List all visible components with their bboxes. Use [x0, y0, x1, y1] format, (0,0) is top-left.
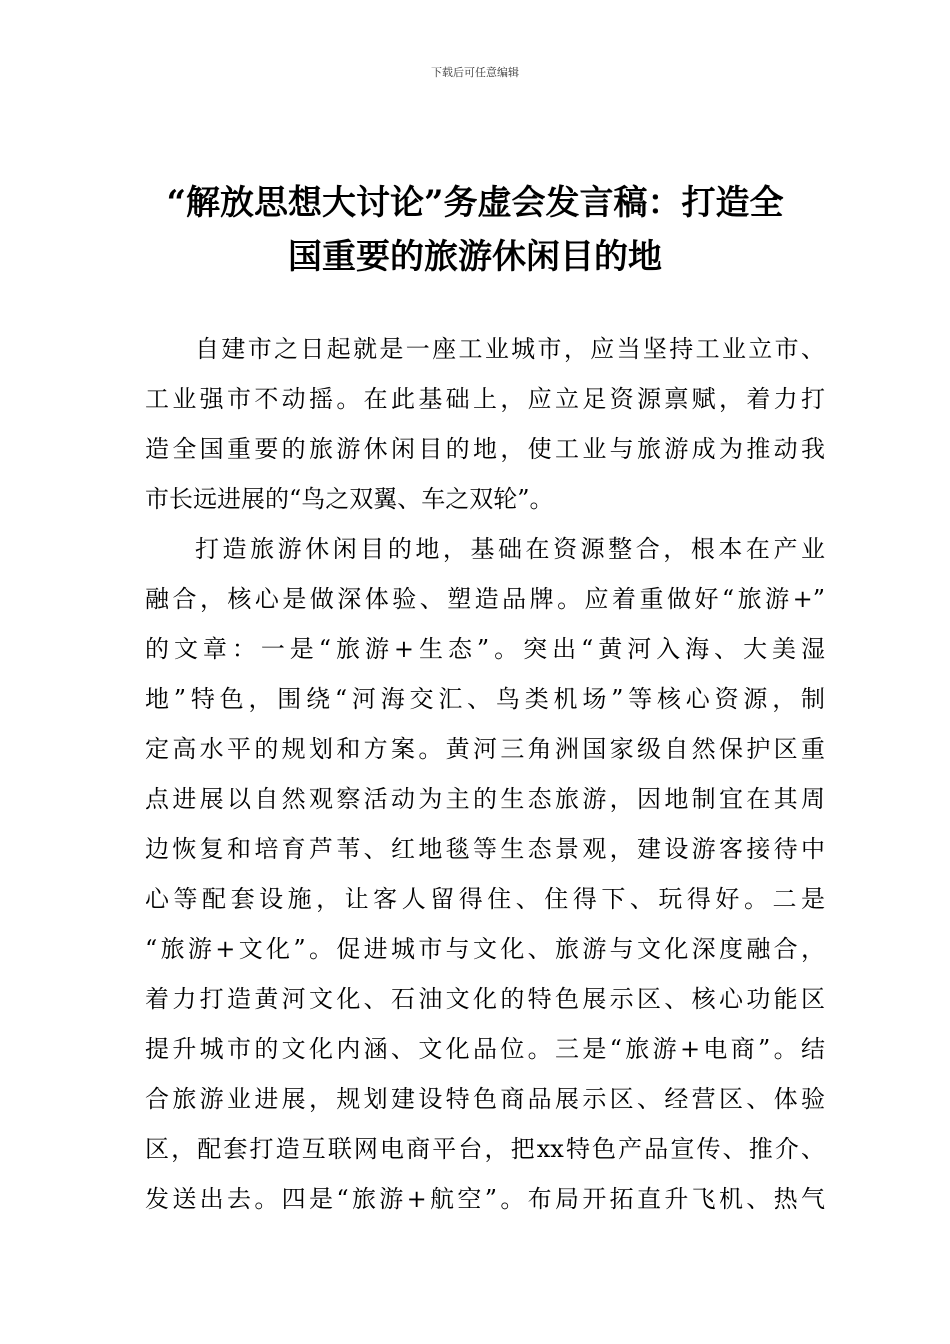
- paragraph-2-line: 边恢复和培育芦苇、红地毯等生态景观，建设游客接待中: [145, 835, 825, 863]
- paragraph-2-line: 区，配套打造互联网电商平台，把xx特色产品宣传、推介、: [145, 1135, 825, 1163]
- paragraph-2-line: 定高水平的规划和方案。黄河三角洲国家级自然保护区重: [145, 735, 825, 763]
- paragraph-2-line: 融合，核心是做深体验、塑造品牌。应着重做好“旅游+”: [145, 585, 825, 613]
- document-body: [145, 324, 825, 1224]
- title-line-2: 国重要的旅游休闲目的地: [288, 237, 662, 277]
- paragraph-2-line: 心等配套设施，让客人留得住、住得下、玩得好。二是: [145, 885, 825, 913]
- paragraph-2-line: 着力打造黄河文化、石油文化的特色展示区、核心功能区: [145, 985, 825, 1013]
- paragraph-2-line: 打造旅游休闲目的地，基础在资源整合，根本在产业: [195, 535, 825, 563]
- paragraph-1-line: 造全国重要的旅游休闲目的地，使工业与旅游成为推动我: [145, 435, 825, 463]
- document-title: [130, 176, 820, 284]
- paragraph-2-line: 点进展以自然观察活动为主的生态旅游，因地制宜在其周: [145, 785, 825, 813]
- paragraph-2-line: 的文章：一是“旅游+生态”。突出“黄河入海、大美湿: [145, 635, 825, 663]
- paragraph-2-line: 合旅游业进展，规划建设特色商品展示区、经营区、体验: [145, 1085, 825, 1113]
- paragraph-2-line: 提升城市的文化内涵、文化品位。三是“旅游+电商”。结: [145, 1035, 825, 1063]
- header-note: 下载后可任意编辑: [431, 66, 519, 79]
- title-line-1: “解放思想大讨论”务虚会发言稿：打造全: [166, 183, 784, 223]
- paragraph-1-line: 工业强市不动摇。在此基础上，应立足资源禀赋，着力打: [145, 385, 825, 413]
- paragraph-1-line: 自建市之日起就是一座工业城市，应当坚持工业立市、: [195, 335, 825, 363]
- paragraph-1-line: 市长远进展的“鸟之双翼、车之双轮”。: [145, 485, 554, 513]
- paragraph-2-line: 发送出去。四是“旅游+航空”。布局开拓直升飞机、热气: [145, 1185, 825, 1213]
- paragraph-2-line: 地”特色，围绕“河海交汇、鸟类机场”等核心资源，制: [145, 685, 825, 713]
- paragraph-2-line: “旅游+文化”。促进城市与文化、旅游与文化深度融合，: [145, 935, 825, 963]
